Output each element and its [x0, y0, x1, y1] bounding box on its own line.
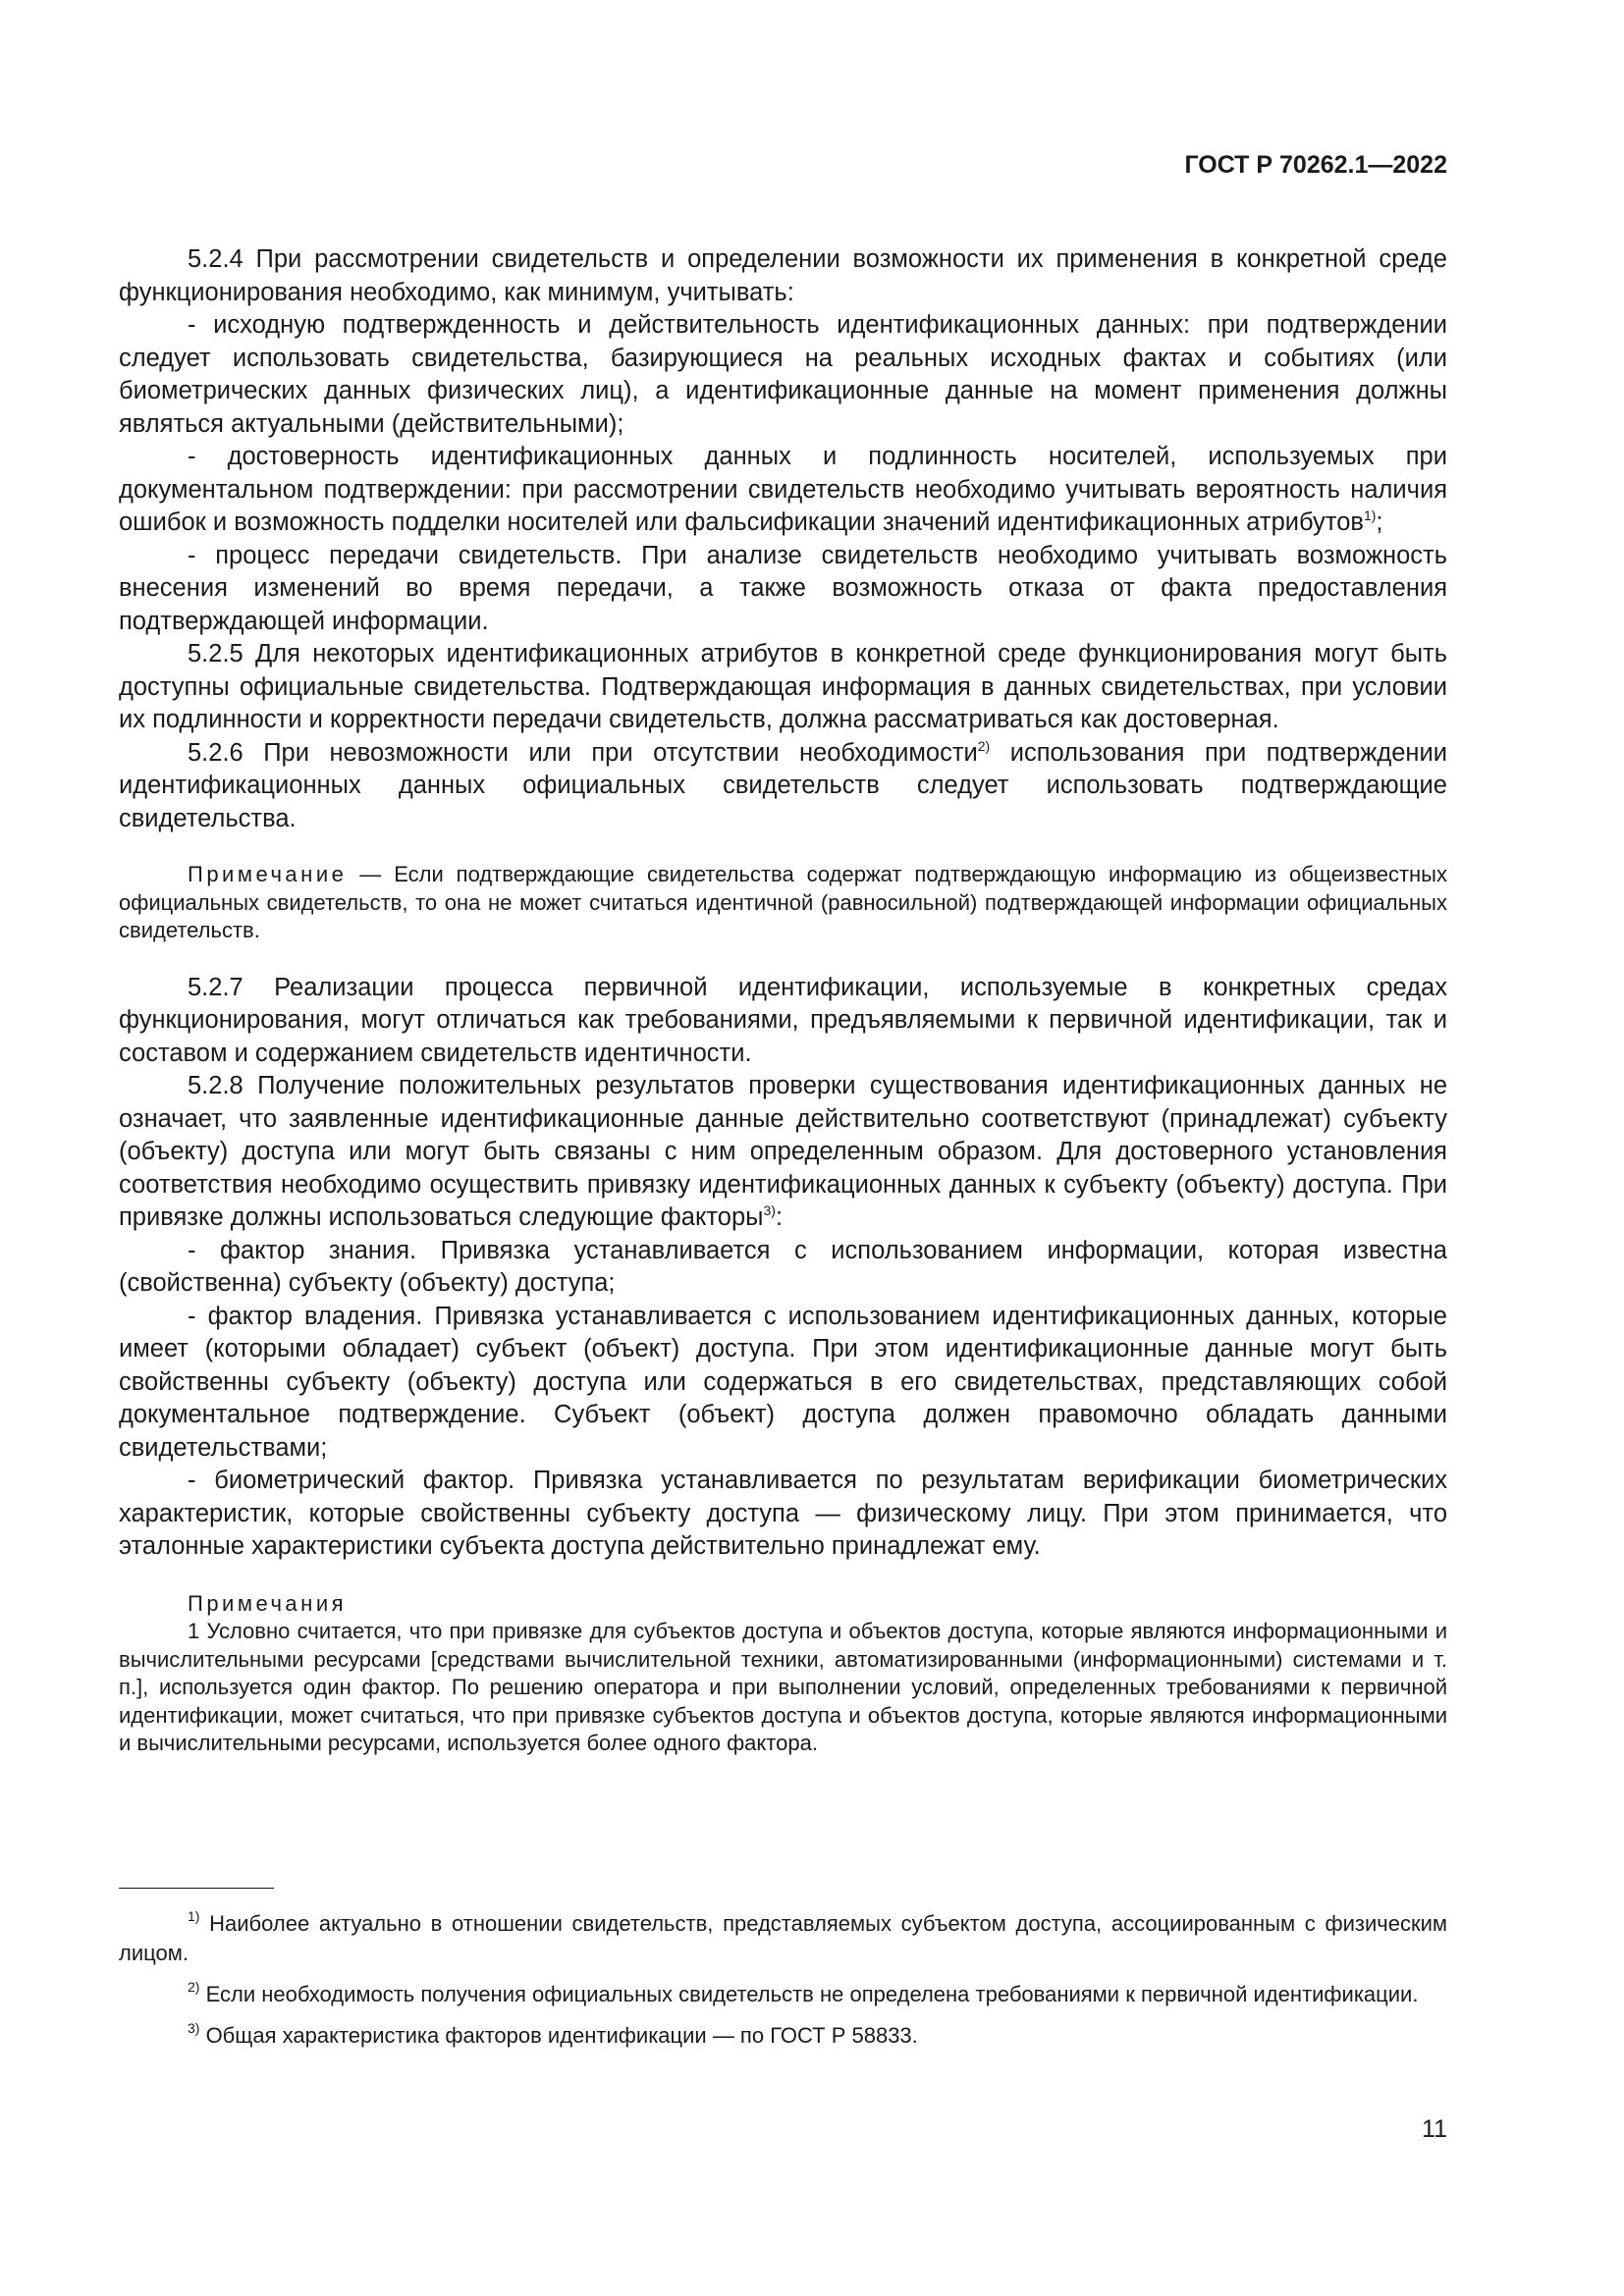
- document-code-header: ГОСТ Р 70262.1—2022: [1184, 151, 1447, 179]
- footnote-mark: 1): [188, 1908, 200, 1924]
- footnote-mark: 2): [188, 1979, 200, 1995]
- note-block: [119, 861, 1447, 945]
- footnote-text: Наиболее актуально в отношении свидетельств, представляемых субъектом доступа, ассоциированным с физическим лицом.: [119, 1911, 1447, 1965]
- list-item-knowledge-factor: - фактор знания. Привязка устанавливается с использованием информации, которая известна (свойственна) субъекту (объекту) доступа;: [119, 1236, 1447, 1297]
- clause-5-2-7: 5.2.7 Реализации процесса первичной идентификации, используемые в конкретных средах функционирования, могут отличаться как требованиями, предъявляемыми к первичной идентификации, так и составом и содержанием свидетельств идентичности.: [119, 973, 1447, 1067]
- footnote-text: Если необходимость получения официальных свидетельств не определена требованиями к первичной идентификации.: [199, 1982, 1419, 2006]
- footnote-ref-2: 2): [977, 737, 991, 754]
- note-text: — Если подтверждающие свидетельства содержат подтверждающую информацию из общеизвестных официальных свидетельств, то она не может считаться идентичной (равносильной) подтверждающей информации официальных свидетельств.: [119, 862, 1447, 942]
- list-item-initial-validity: - исходную подтвержденность и действительность идентификационных данных: при подтверждении следует использовать свидетельства, базирующиеся на реальных исходных фактах и событиях (или биометрических данных физических лиц), а идентификационные данные на момент применения должны являться актуальными (действительными);: [119, 311, 1447, 438]
- notes-label: Примечания: [188, 1590, 348, 1616]
- clause-5-2-5: 5.2.5 Для некоторых идентификационных атрибутов в конкретной среде функционирования могут быть доступны официальные свидетельства. Подтверждающая информация в данных свидетельствах, при условии их подлинности и корректности передачи свидетельств, должна рассматриваться как достоверная.: [119, 640, 1447, 733]
- note-label: Примечание: [188, 862, 348, 886]
- list-item-end: ;: [1376, 508, 1383, 536]
- list-item-text: - достоверность идентификационных данных и подлинность носителей, используемых при документальном подтверждении: при рассмотрении свидетельств необходимо учитывать вероятность наличия ошибок и возможность подделки носителей или фальсификации значений идентификационных атрибутов: [119, 443, 1447, 536]
- footnote-ref-1: 1): [1363, 507, 1377, 523]
- footnote-text: Общая характеристика факторов идентификации — по ГОСТ Р 58833.: [199, 2023, 918, 2048]
- note-item-1: 1 Условно считается, что при привязке для субъектов доступа и объектов доступа, которые являются информационными и вычислительными ресурсами [средствами вычислительной техники, автоматизированными (информационными) системами и т. п.], используется один фактор. По решению оператора и при выполнении условий, определенных требованиями к первичной идентификации, может считаться, что при привязке субъектов доступа и объектов доступа, которые являются информационными и вычислительными ресурсами, используется более одного фактора.: [119, 1619, 1447, 1755]
- footnotes: [119, 1909, 1447, 2062]
- clause-text: 5.2.8 Получение положительных результатов проверки существования идентификационных данных не означает, что заявленные идентификационные данные действительно соответствуют (принадлежат) субъекту (объекту) доступа или могут быть связаны с ним определенным образом. Для достоверного установления соответствия необходимо осуществить привязку идентификационных данных к субъекту (объекту) доступа. При привязке должны использоваться следующие факторы: [119, 1072, 1447, 1231]
- footnote-mark: 3): [188, 2020, 200, 2036]
- footnote-ref-3: 3): [763, 1202, 776, 1218]
- footnote-3: [119, 2021, 1447, 2051]
- notes-block: [119, 1590, 1447, 1758]
- list-item-possession-factor: - фактор владения. Привязка устанавливается с использованием идентификационных данных, которые имеет (которыми обладает) субъект (объект) доступа. При этом идентификационные данные могут быть свойственны субъекту (объекту) доступа или содержаться в его свидетельствах, представляющих собой документальное подтверждение. Субъект (объект) доступа должен правомочно обладать данными свидетельствами;: [119, 1302, 1447, 1462]
- list-item-biometric-factor: - биометрический фактор. Привязка устанавливается по результатам верификации биометрических характеристик, которые свойственны субъекту доступа — физическому лицу. При этом принимается, что эталонные характеристики субъекта доступа действительно принадлежат ему.: [119, 1467, 1447, 1560]
- clause-text-end: использования при подтверждении идентификационных данных официальных свидетельств следует использовать подтверждающие свидетельства.: [119, 738, 1447, 832]
- footnote-2: [119, 1980, 1447, 2009]
- list-item-reliability: [119, 441, 1447, 540]
- footnote-1: [119, 1909, 1447, 1968]
- page-number: 11: [1422, 2115, 1447, 2143]
- clause-text-start: 5.2.6 При невозможности или при отсутствии необходимости: [188, 738, 978, 767]
- main-text: [119, 243, 1447, 1758]
- clause-5-2-4: 5.2.4 При рассмотрении свидетельств и определении возможности их применения в конкретной среде функционирования необходимо, как минимум, учитывать:: [119, 245, 1447, 306]
- clause-5-2-6: [119, 737, 1447, 836]
- footnote-separator: [119, 1888, 274, 1889]
- list-item-transfer: - процесс передачи свидетельств. При анализе свидетельств необходимо учитывать возможность внесения изменений во время передачи, а также возможность отказа от факта предоставления подтверждающей информации.: [119, 541, 1447, 635]
- clause-text-end: :: [775, 1203, 784, 1231]
- clause-5-2-8: [119, 1070, 1447, 1235]
- note-paragraph: [119, 861, 1447, 945]
